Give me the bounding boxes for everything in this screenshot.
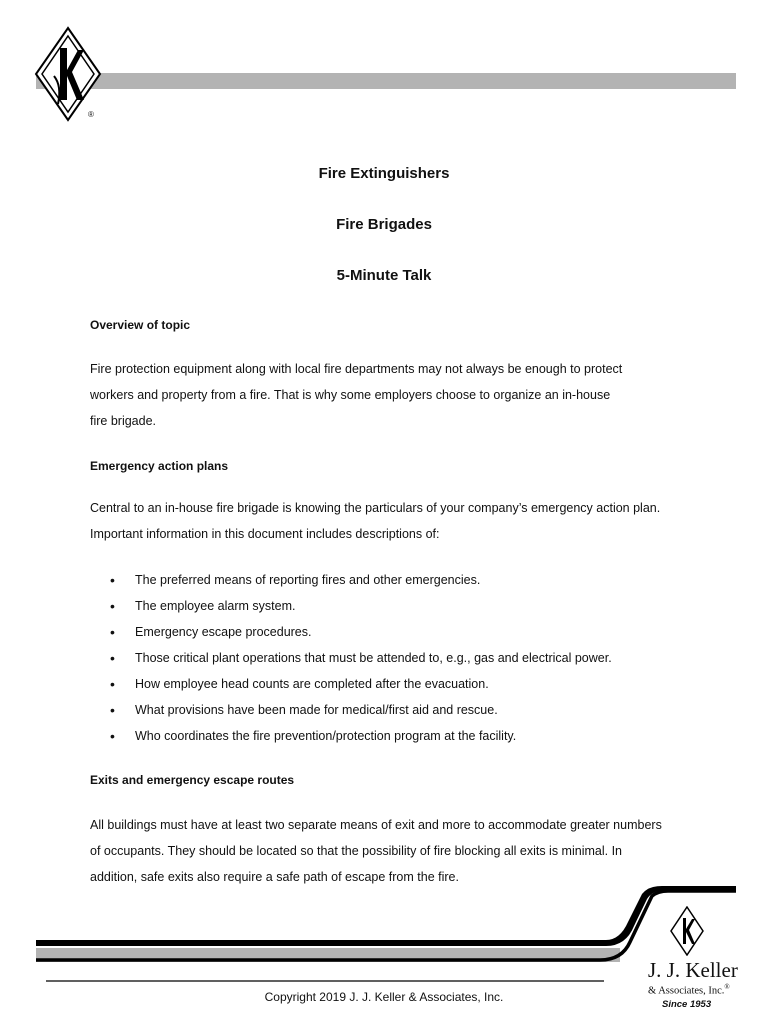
paragraph-line: Fire protection equipment along with local fire departments may not always be enough to protect [90, 362, 623, 376]
list-item [90, 697, 612, 723]
list-item-text: Who coordinates the fire prevention/protection program at the facility. [135, 729, 517, 743]
brand-name [648, 958, 738, 983]
bullet-icon: • [110, 728, 115, 744]
registered-mark: ® [88, 110, 94, 119]
list-item-text: Emergency escape procedures. [135, 625, 312, 639]
list-item [90, 645, 612, 671]
list-item [90, 593, 612, 619]
paragraph-line: Important information in this document includes descriptions of: [90, 527, 440, 541]
paragraph-line: Central to an in-house fire brigade is knowing the particulars of your company’s emergency action plan. [90, 501, 661, 515]
copyright-text: Copyright 2019 J. J. Keller & Associates, Inc. [264, 990, 504, 1004]
brand-reg-mark: ® [724, 983, 730, 991]
header-bar [36, 73, 736, 89]
paragraph-line: addition, safe exits also require a safe path of escape from the fire. [90, 870, 459, 884]
list-item [90, 619, 612, 645]
brand-name-text: J. J. Keller [648, 958, 738, 982]
keller-logo-icon [34, 26, 102, 122]
paragraph-overview [90, 356, 690, 434]
brand-since: Since 1953 [662, 999, 712, 1010]
paragraph-emergency [90, 495, 690, 547]
paragraph-exits [90, 812, 690, 890]
list-item-text: Those critical plant operations that must be attended to, e.g., gas and electrical power. [135, 651, 612, 665]
bullet-icon: • [110, 572, 115, 588]
paragraph-line: workers and property from a fire. That is why some employers choose to organize an in-house [90, 388, 611, 402]
title-fire-extinguishers: Fire Extinguishers [318, 165, 450, 182]
brand-assoc-text: & Associates, Inc. [648, 985, 725, 997]
bullet-icon: • [110, 624, 115, 640]
list-item [90, 671, 612, 697]
heading-emergency-action-plans: Emergency action plans [90, 459, 229, 473]
bullet-icon: • [110, 676, 115, 692]
paragraph-line: All buildings must have at least two separate means of exit and more to accommodate greater numbers [90, 818, 662, 832]
list-item-text: How employee head counts are completed after the evacuation. [135, 677, 489, 691]
list-item [90, 723, 612, 749]
heading-exits: Exits and emergency escape routes [90, 773, 295, 787]
list-item-text: The employee alarm system. [135, 599, 296, 613]
heading-overview: Overview of topic [90, 318, 191, 332]
list-item [90, 567, 612, 593]
bullet-icon: • [110, 702, 115, 718]
title-5-minute-talk: 5-Minute Talk [336, 267, 432, 284]
bullet-list [90, 567, 612, 749]
title-fire-brigades: Fire Brigades [336, 216, 432, 233]
paragraph-line: of occupants. They should be located so that the possibility of fire blocking all exits is minimal. In [90, 844, 622, 858]
bullet-icon: • [110, 598, 115, 614]
paragraph-line: fire brigade. [90, 414, 157, 428]
bullet-icon: • [110, 650, 115, 666]
list-item-text: The preferred means of reporting fires and other emergencies. [135, 573, 481, 587]
keller-logo-small-icon [670, 906, 704, 956]
list-item-text: What provisions have been made for medical/first aid and rescue. [135, 703, 498, 717]
